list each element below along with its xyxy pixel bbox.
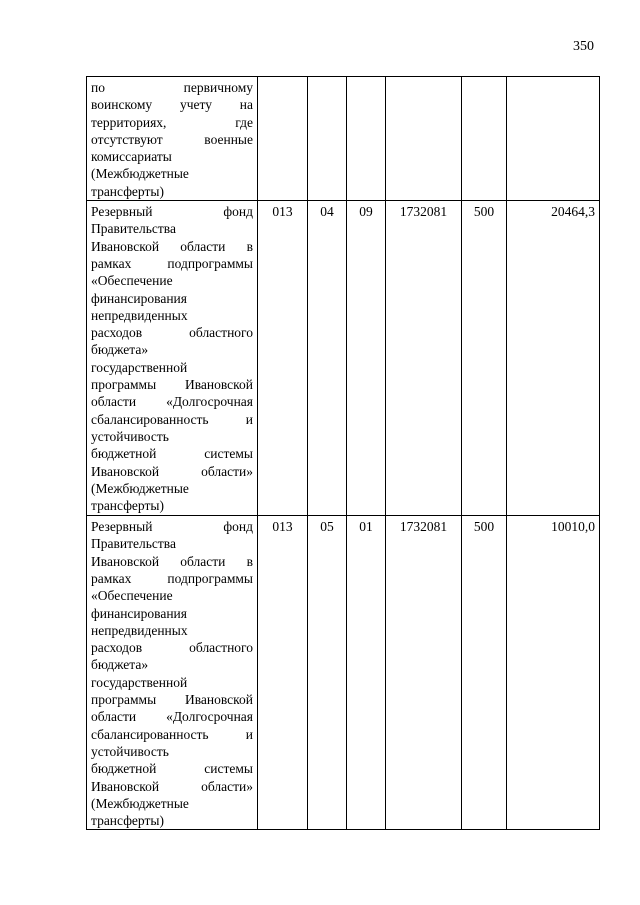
- description-line: финансирования: [91, 290, 187, 306]
- amount-value: [507, 77, 600, 201]
- description-line: устойчивость: [91, 743, 169, 759]
- description-line: устойчивость: [91, 428, 169, 444]
- description-line: комиссариаты: [91, 149, 172, 165]
- expense-type-code: [462, 77, 507, 201]
- description-line: бюджетной системы: [91, 446, 253, 462]
- description-line: «Обеспечение: [91, 588, 173, 604]
- description-line: государственной: [91, 674, 188, 690]
- description-line: бюджетной системы: [91, 761, 253, 777]
- description-line: рамках подпрограммы: [91, 570, 253, 586]
- description-line: территориях, где: [91, 114, 253, 130]
- description-line: области «Долгосрочная: [91, 394, 253, 410]
- description-line: отсутствуют военные: [91, 131, 253, 147]
- description-line: сбалансированность и: [91, 726, 253, 742]
- description-line: государственной: [91, 359, 188, 375]
- target-article-code: [386, 77, 462, 201]
- subsection-code: [347, 77, 386, 201]
- expense-type-code: 500: [462, 201, 507, 516]
- description-line: «Обеспечение: [91, 273, 173, 289]
- description-line: сбалансированность и: [91, 411, 253, 427]
- description-line: расходов областного: [91, 325, 253, 341]
- description-line: воинскому учету на: [91, 97, 253, 113]
- subsection-code: 09: [347, 201, 386, 516]
- description-line: непредвиденных: [91, 307, 188, 323]
- ministry-code: [258, 77, 308, 201]
- description-line: трансферты): [91, 183, 164, 199]
- description-line: Правительства: [91, 221, 176, 237]
- target-article-code: 1732081: [386, 516, 462, 830]
- description-line: бюджета»: [91, 657, 149, 673]
- amount-value: 20464,3: [507, 201, 600, 516]
- description-line: (Межбюджетные: [91, 166, 189, 182]
- section-code: 04: [308, 201, 347, 516]
- expense-type-code: 500: [462, 516, 507, 830]
- description-line: программы Ивановской: [91, 377, 253, 393]
- ministry-code: 013: [258, 516, 308, 830]
- description-line: по первичному: [91, 80, 253, 95]
- table-row: [87, 516, 600, 830]
- amount-value: 10010,0: [507, 516, 600, 830]
- description-line: расходов областного: [91, 640, 253, 656]
- description-line: непредвиденных: [91, 622, 188, 638]
- description-line: финансирования: [91, 605, 187, 621]
- description-line: бюджета»: [91, 342, 149, 358]
- description-line: Резервный фонд: [91, 519, 253, 535]
- description-line: Ивановской области»: [91, 778, 253, 794]
- ministry-code: 013: [258, 201, 308, 516]
- row-description: [87, 77, 258, 201]
- description-line: программы Ивановской: [91, 692, 253, 708]
- description-line: (Межбюджетные: [91, 480, 189, 496]
- description-line: Правительства: [91, 536, 176, 552]
- description-line: Резервный фонд: [91, 204, 253, 220]
- table-row: [87, 201, 600, 516]
- description-line: Ивановской области в: [91, 553, 253, 569]
- target-article-code: 1732081: [386, 201, 462, 516]
- description-line: Ивановской области в: [91, 238, 253, 254]
- budget-table: [86, 76, 600, 830]
- table-body: [87, 77, 600, 830]
- row-description: [87, 516, 258, 830]
- description-line: трансферты): [91, 813, 164, 829]
- description-line: Ивановской области»: [91, 463, 253, 479]
- row-description: [87, 201, 258, 516]
- description-line: трансферты): [91, 498, 164, 514]
- description-line: рамках подпрограммы: [91, 255, 253, 271]
- description-line: области «Долгосрочная: [91, 709, 253, 725]
- section-code: 05: [308, 516, 347, 830]
- table-row: [87, 77, 600, 201]
- description-line: (Межбюджетные: [91, 795, 189, 811]
- section-code: [308, 77, 347, 201]
- page-number: 350: [573, 39, 594, 54]
- subsection-code: 01: [347, 516, 386, 830]
